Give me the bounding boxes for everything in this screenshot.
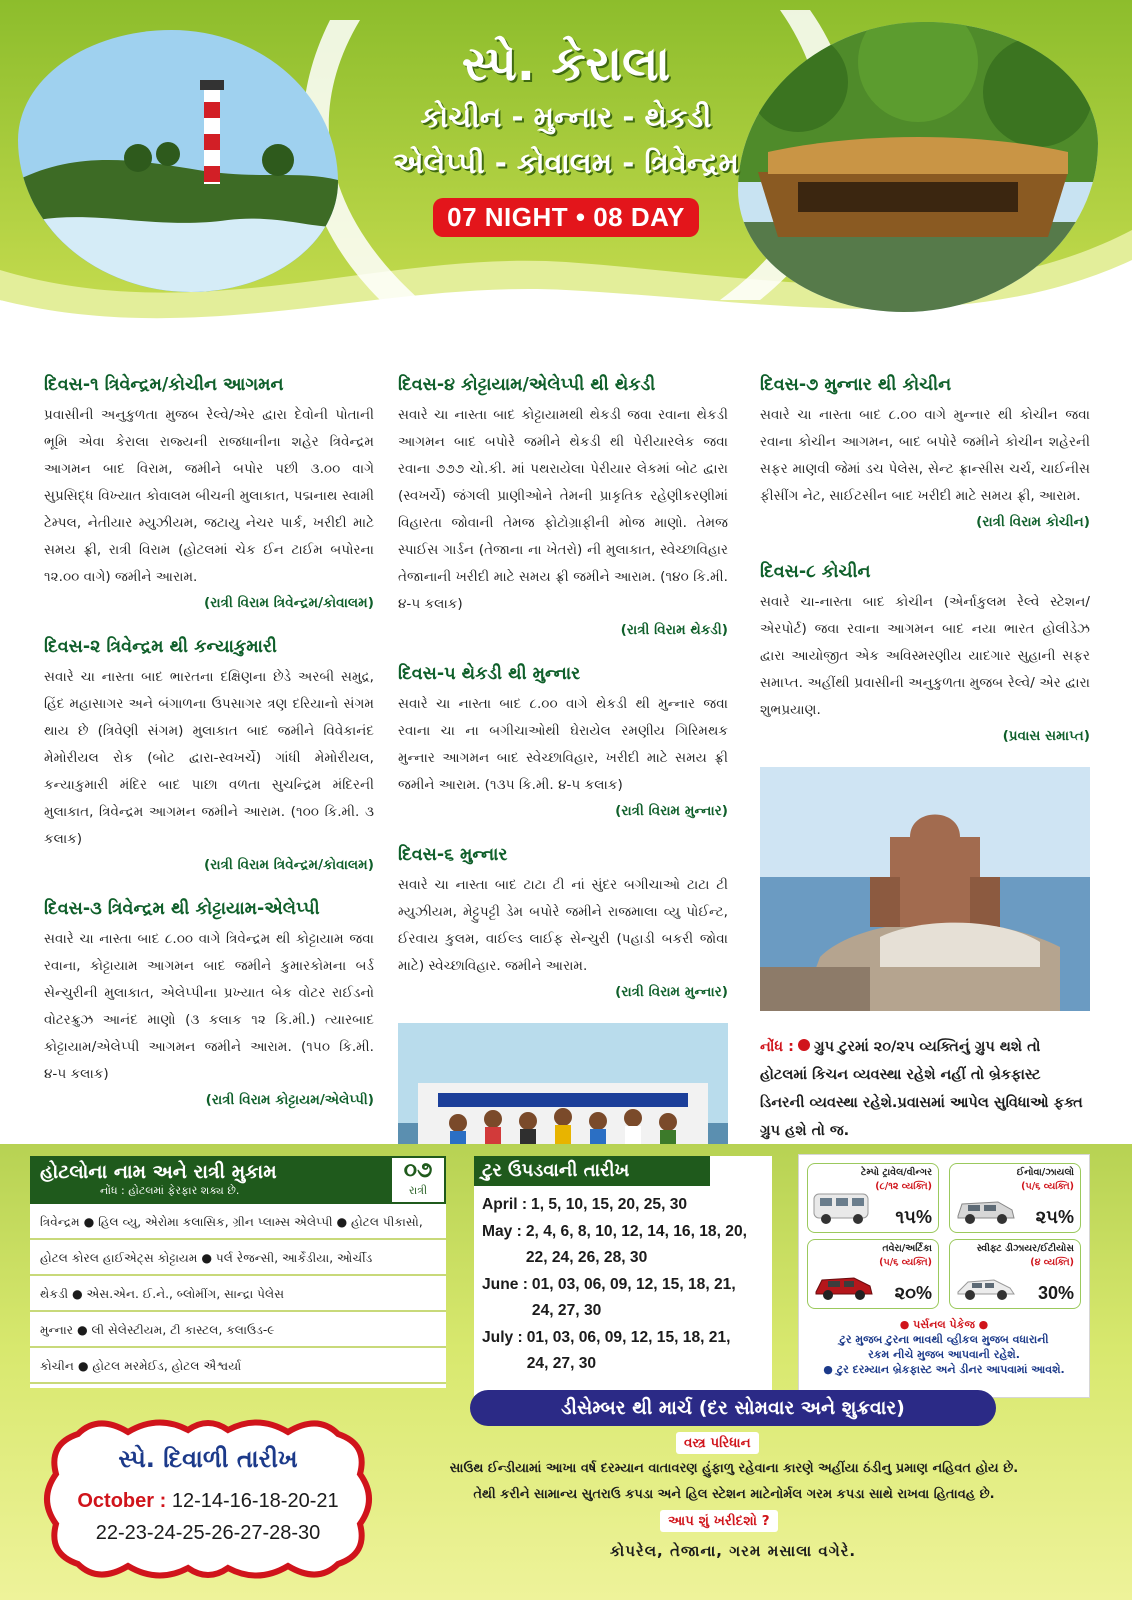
hotel-list-title: હોટલોના નામ અને રાત્રી મુકામ <box>40 1161 277 1183</box>
vehicle-percent: 30% <box>1037 1283 1074 1303</box>
day-description: સવારે ચા નાસ્તા બાદ ટાટા ટી નાં સુંદર બગીચાઓ ટાટા ટી મ્યુઝીયમ, મેટ્ટુપટ્ટી ડેમ બપોરે જમીને રાજમાલા વ્યુ પોઈન્ટ, ઈરવાય કુલમ, વાઈલ્ડ લાઈફ સેન્ચુરી (પહાડી બકરી જોવા માટે) સ્વેચ્છાવિહાર. જમીને આરામ. <box>398 877 728 974</box>
season-schedule-banner: ડીસેમ્બર થી માર્ચ (દર સોમવાર અને શુક્રવાર) <box>470 1390 996 1426</box>
day-title: દિવસ-૨ ત્રિવેન્દ્રમ થી કન્યાકુમારી <box>44 637 277 657</box>
day-title: દિવસ-૬ મુન્નાર <box>398 845 508 865</box>
month-label: April : <box>482 1196 528 1213</box>
vehicle-card <box>807 1239 939 1309</box>
clothing-label: વસ્ત્ર પરિધાન <box>676 1432 759 1454</box>
van-icon <box>812 1190 872 1226</box>
month-dates <box>523 1325 731 1378</box>
day-description: સવારે ચા-નાસ્તા બાદ કોચીન (એર્નાકુલમ રેલ્વે સ્ટેશન/ એરપોર્ટ) જવા રવાના આગમન બાદ નયા ભારત હોલીડેઝ દ્વારા આયોજીત એક અવિસ્મરણીય યાદગાર સુહાની સફર સમાપ્ત. અહીંથી પ્રવાસીની અનુકુળતા મુજબ રેલ્વે/ એર દ્વારા શુભપ્રયાણ. <box>760 594 1090 718</box>
day-night-stay: (રાત્રી વિરામ કોટ્ટાયમ/એલેપ્પી) <box>205 1092 374 1108</box>
departure-dates-list <box>474 1186 772 1384</box>
note-label: નોંધ : <box>760 1039 794 1055</box>
day-title: દિવસ-૪ કોટ્ટાયામ/એલેપ્પી થી થેકડી <box>398 375 656 395</box>
day-night-stay: (રાત્રી વિરામ મુન્નાર) <box>615 984 728 1000</box>
list-item: કોચીન ● હોટલ મરમેઈડ, હોટલ ઐશ્વર્યા <box>30 1348 446 1384</box>
dates-line: 24, 27, 30 <box>531 1302 602 1319</box>
diwali-dates-badge <box>38 1414 378 1584</box>
personal-package-label: ● પર્સનલ પેકેજ ● <box>899 1318 989 1331</box>
day-7 <box>760 372 1090 535</box>
dates-line: 22, 24, 26, 28, 30 <box>525 1249 648 1266</box>
day-description: સવારે ચા નાસ્તા બાદ ૮.૦૦ વાગે ત્રિવેન્દ્રમ થી કોટ્ટાયામ જવા રવાના, કોટ્ટાયામ આગમન બાદ જમીને કુમારકોમના બર્ડ સેન્ચુરીની મુલાકાત, એલેપ્પીના પ્રખ્યાત બેક વોટર રાઈડનો વોટરક્રુઝ આનંદ માણો (૩ કલાક ૧૨ કિ.મી.) ત્યારબાદ કોટ્ટાયામ/એલેપ્પી આગમન જમીને આરામ. (૧૫૦ કિ.મી. ૪-૫ કલાક) <box>44 931 374 1082</box>
vehicle-percent: ૨૫% <box>1035 1207 1074 1227</box>
hotel-list-subtitle: નોંધ : હોટલમાં ફેરફાર શક્ય છે. <box>100 1184 240 1197</box>
route-line-2: એલેપ્પી - કોવાલમ - ત્રિવેન્દ્રમ <box>392 146 740 180</box>
list-item: ત્રિવેન્દ્રમ ● હિલ વ્યુ, એરોમા કલાસિક, ગ્રીન પ્લામ્સ એલેપ્પી ● હોટલ પીકાસો, <box>30 1204 446 1240</box>
day-night-stay: (પ્રવાસ સમાપ્ત) <box>1002 728 1090 744</box>
title-block <box>360 34 772 237</box>
day-8 <box>760 559 1090 749</box>
header-banner <box>0 0 1132 330</box>
day-night-stay: (રાત્રી વિરામ ત્રિવેન્દ્રમ/કોવાલમ) <box>204 857 374 873</box>
day-night-stay: (રાત્રી વિરામ કોચીન) <box>976 514 1090 530</box>
list-item: મુન્નાર ● લી સેલેસ્ટીયમ, ટી કાસ્ટલ, કલાઉડ-૯ <box>30 1312 446 1348</box>
vehicle-name: ટેમ્પો ટ્રાવેલ/વીન્ગર <box>860 1167 932 1178</box>
month-dates <box>522 1219 747 1272</box>
departure-month-row <box>482 1219 764 1272</box>
hotel-list-box <box>30 1156 446 1388</box>
month-dates <box>528 1272 736 1325</box>
vehicle-pricing-box <box>798 1154 1090 1398</box>
departure-month-row <box>482 1272 764 1325</box>
departure-dates-title: ટુર ઉપડવાની તારીખ <box>474 1156 710 1186</box>
itinerary-column-1 <box>44 372 374 1131</box>
group-tour-note <box>760 1033 1090 1145</box>
vehicle-card <box>949 1163 1081 1233</box>
mpv-icon <box>812 1270 876 1302</box>
duration-badge: 07 NIGHT • 08 DAY <box>433 198 699 237</box>
hotel-list-header <box>30 1156 446 1204</box>
diwali-dates-line-1 <box>38 1488 378 1514</box>
vehicle-name: ઈનોવા/ઝાયલો <box>1016 1167 1074 1178</box>
departure-month-row <box>482 1325 764 1378</box>
month-label: May : <box>482 1222 522 1240</box>
day-3 <box>44 896 374 1113</box>
day-title: દિવસ-૧ ત્રિવેન્દ્રમ/કોચીન આગમન <box>44 375 284 395</box>
dates-line: 01, 03, 06, 09, 12, 15, 18, 21, <box>531 1275 736 1293</box>
vehicle-capacity: (૫/૬ વ્યક્તિ) <box>1021 1181 1074 1192</box>
diwali-dates-line-2: 22-23-24-25-26-27-28-30 <box>95 1522 321 1544</box>
clothing-line: તેથી કરીને સામાન્ય સુતરાઉ કપડા અને હિલ સ્ટેશન માટેનોર્મલ ગરમ કપડા સાથે રાખવા હિતાવહ છે. <box>473 1487 995 1502</box>
departure-month-row <box>482 1192 764 1219</box>
sedan-icon <box>954 1270 1018 1302</box>
bottom-section <box>0 1144 1132 1600</box>
day-5 <box>398 661 728 824</box>
day-title: દિવસ-૭ મુન્નાર થી કોચીન <box>760 375 952 395</box>
day-4 <box>398 372 728 643</box>
day-description: સવારે ચા નાસ્તા બાદ ૮.૦૦ વાગે મુન્નાર થી કોચીન જવા રવાના કોચીન આગમન, બાદ બપોરે જમીને કોચીન શહેરની સફર માણવી જેમાં ડચ પેલેસ, સેન્ટ ફ્રાન્સીસ ચર્ચ, ચાઈનીસ ફીસીંગ નેટ, સાઈટસીન બાદ ખરીદી માટે સમય ફ્રી, આરામ. <box>760 407 1090 504</box>
day-description: સવારે ચા નાસ્તા બાદ કોટ્ટાયામથી થેકડી જવા રવાના થેકડી આગમન બાદ બપોરે જમીને થેકડી થી પેરીયારલેક જવા રવાના ૭૭૭ ચો.કી. માં પથરાયેલા પેરીયાર લેકમાં બોટ દ્વારા (સ્વખર્ચે) જંગલી પ્રાણીઓને તેમની પ્રાકૃતિક રહેણીકરણીમાં વિહારતા જોવાની તેમજ ફોટોગ્રાફીની મોજ માણો. તેમજ સ્પાઈસ ગાર્ડન (તેજાના ના ખેતરો) ની મુલાકાત, સ્વેચ્છાવિહાર તેજાનાની ખરીદી માટે સમય ફ્રી જમીને આરામ. (૧૪૦ કિ.મી. ૪-૫ કલાક) <box>398 407 728 612</box>
vehicle-percent: ૨૦% <box>894 1283 932 1303</box>
vehicle-capacity: (૫/૬ વ્યક્તિ) <box>879 1257 932 1268</box>
day-night-stay: (રાત્રી વિરામ મુન્નાર) <box>615 803 728 819</box>
hotel-list <box>30 1204 446 1384</box>
dates-line: 2, 4, 6, 8, 10, 12, 14, 16, 18, 20, <box>525 1222 747 1240</box>
page-title: સ્પે. કેરાલા <box>461 36 671 92</box>
day-description: સવારે ચા નાસ્તા બાદ ભારતના દક્ષિણના છેડે અરબી સમુદ્ર, હિંદ મહાસાગર અને બંગાળના ઉપસાગર ત્રણ દરિયાનો સંગમ થાય છે (ત્રિવેણી સંગમ) મુલાકાત બાદ જમીને વિવેકાનંદ મેમોરીયલ રોક (બોટ દ્વારા-સ્વખર્ચે) ગાંધી મેમોરીયલ, કન્યાકુમારી મંદિર બાદ પાછા વળતા સુચન્દ્રિમ મંદિરની મુલાકાત, ત્રિવેન્દ્રમ આગમન જમીને આરામ. (૧૦૦ કિ.મી. ૩ કલાક) <box>44 669 374 847</box>
diwali-month-label: October : <box>77 1490 167 1512</box>
month-dates <box>527 1192 687 1219</box>
day-1 <box>44 372 374 616</box>
day-2 <box>44 634 374 878</box>
shopping-text: કોપરેલ, તેજાના, ગરમ મસાલા વગેરે. <box>609 1542 857 1560</box>
day-title: દિવસ-૩ ત્રિવેન્દ્રમ થી કોટ્ટાયામ-એલેપ્પી <box>44 899 320 919</box>
list-item: હોટલ કોરલ હાઈએટ્સ કોટ્ટાયમ ● પર્લ રેજન્સી, આર્કેડીયા, ઓર્ચીડ <box>30 1240 446 1276</box>
itinerary-column-2 <box>398 372 728 1193</box>
month-label: June : <box>482 1275 528 1293</box>
vehicle-name: તવેરા/અર્ટિકા <box>882 1243 932 1254</box>
itinerary-column-3 <box>760 372 1090 1145</box>
day-title: દિવસ-૫ થેકડી થી મુન્નાર <box>398 664 581 684</box>
route-line-1: કોચીન - મુન્નાર - થેકડી <box>420 100 712 134</box>
day-6 <box>398 842 728 1005</box>
list-item: થેકડી ● એસ.એન. ઈ.ને., બ્લોમીંગ, સાન્દ્રા પેલેસ <box>30 1276 446 1312</box>
vehicle-grid <box>807 1163 1081 1309</box>
personal-package-line: રકમ નીચે મુજબ આપવાની રહેશે. <box>868 1348 1020 1361</box>
vehicle-name: સ્વીફ્ટ ડીઝાયર/ઈટીયોસ <box>976 1243 1074 1254</box>
vehicle-card <box>949 1239 1081 1309</box>
vehicle-percent: ૧૫% <box>895 1207 932 1227</box>
day-night-stay: (રાત્રી વિરામ થેકડી) <box>620 622 728 638</box>
day-night-stay: (રાત્રી વિરામ ત્રિવેન્દ્રમ/કોવાલમ) <box>204 595 374 611</box>
dates-line: 01, 03, 06, 09, 12, 15, 18, 21, <box>526 1328 731 1346</box>
vivekananda-rock-photo <box>760 767 1090 1011</box>
month-label: July : <box>482 1328 523 1346</box>
departure-dates-box <box>474 1156 772 1396</box>
vehicle-card <box>807 1163 939 1233</box>
vehicle-capacity: (૪ વ્યક્તિ) <box>1030 1257 1074 1268</box>
note-text: ગ્રુપ ટુરમાં ૨૦/૨૫ વ્યક્તિનું ગ્રુપ થશે તો હોટલમાં કિચન વ્યવસ્થા રહેશે નહીં તો બ્રેકફાસ્ટ ડિનરની વ્યવસ્થા રહેશે.પ્રવાસમાં આપેલ સુવિધાઓ ફક્ત ગ્રુપ હશે તો જ. <box>760 1039 1083 1139</box>
clothing-text <box>376 1456 1092 1508</box>
nights-label: રાત્રી <box>408 1184 428 1197</box>
dates-line: 1, 5, 10, 15, 20, 25, 30 <box>531 1196 688 1213</box>
nights-count <box>390 1156 446 1204</box>
personal-package-line: ટુર મુજબ ટુરના ભાવથી વ્હીકલ મુજબ વધારાની <box>839 1333 1049 1346</box>
day-description: સવારે ચા નાસ્તા બાદ ૮.૦૦ વાગે થેકડી થી મુન્નાર જવા રવાના ચા ના બગીચાઓથી ઘેરાયેલ રમણીય ગિરિમથક મુન્નાર આગમન બાદ સ્વેચ્છાવિહાર, ખરીદી માટે સમય ફ્રી જમીને આરામ. (૧૩૫ કિ.મી. ૪-૫ કલાક) <box>398 696 728 793</box>
personal-package-line: ● ટુર દરમ્યાન બ્રેકફાસ્ટ અને ડીનર આપવામાં આવશે. <box>823 1363 1065 1376</box>
diwali-dates: 12-14-16-18-20-21 <box>171 1490 339 1512</box>
vehicle-capacity: (૮/૧૨ વ્યક્તિ) <box>875 1181 932 1192</box>
suv-icon <box>954 1194 1018 1226</box>
clothing-line: સાઉથ ઈન્ડીયામાં આખા વર્ષ દરમ્યાન વાતાવરણ હુંફાળુ રહેવાના કારણે અહીંયા ઠંડીનુ પ્રમાણ નહિવત હોય છે. <box>449 1461 1019 1476</box>
dates-line: 24, 27, 30 <box>526 1355 597 1372</box>
personal-package-note <box>807 1317 1081 1377</box>
bullet-icon <box>798 1039 810 1051</box>
day-title: દિવસ-૮ કોચીન <box>760 562 871 582</box>
nights-number: ૦૭ <box>403 1158 433 1183</box>
day-description: પ્રવાસીની અનુકુળતા મુજબ રેલ્વે/એર દ્વારા દેવોની પોતાની ભૂમિ એવા કેરાલા રાજ્યની રાજધાનીના શહેર ત્રિવેન્દ્રમ આગમન બાદ વિરામ, જમીને બપોર પછી ૩.૦૦ વાગે સુપ્રસિદ્ધ વિખ્યાત કોવાલમ બીચની મુલાકાત, પદ્મનાથ સ્વામી ટેમ્પલ, નેતીયાર મ્યુઝીયમ, જટાયુ નેચર પાર્ક, ખરીદી માટે સમય ફ્રી, રાત્રી વિરામ (હોટલમાં ચેક ઈન ટાઈમ બપોરના ૧૨.૦૦ વાગે) જમીને આરામ. <box>44 407 374 585</box>
diwali-title: સ્પે. દિવાળી તારીખ <box>118 1445 298 1473</box>
shopping-label: આપ શું ખરીદશો ? <box>660 1510 778 1532</box>
